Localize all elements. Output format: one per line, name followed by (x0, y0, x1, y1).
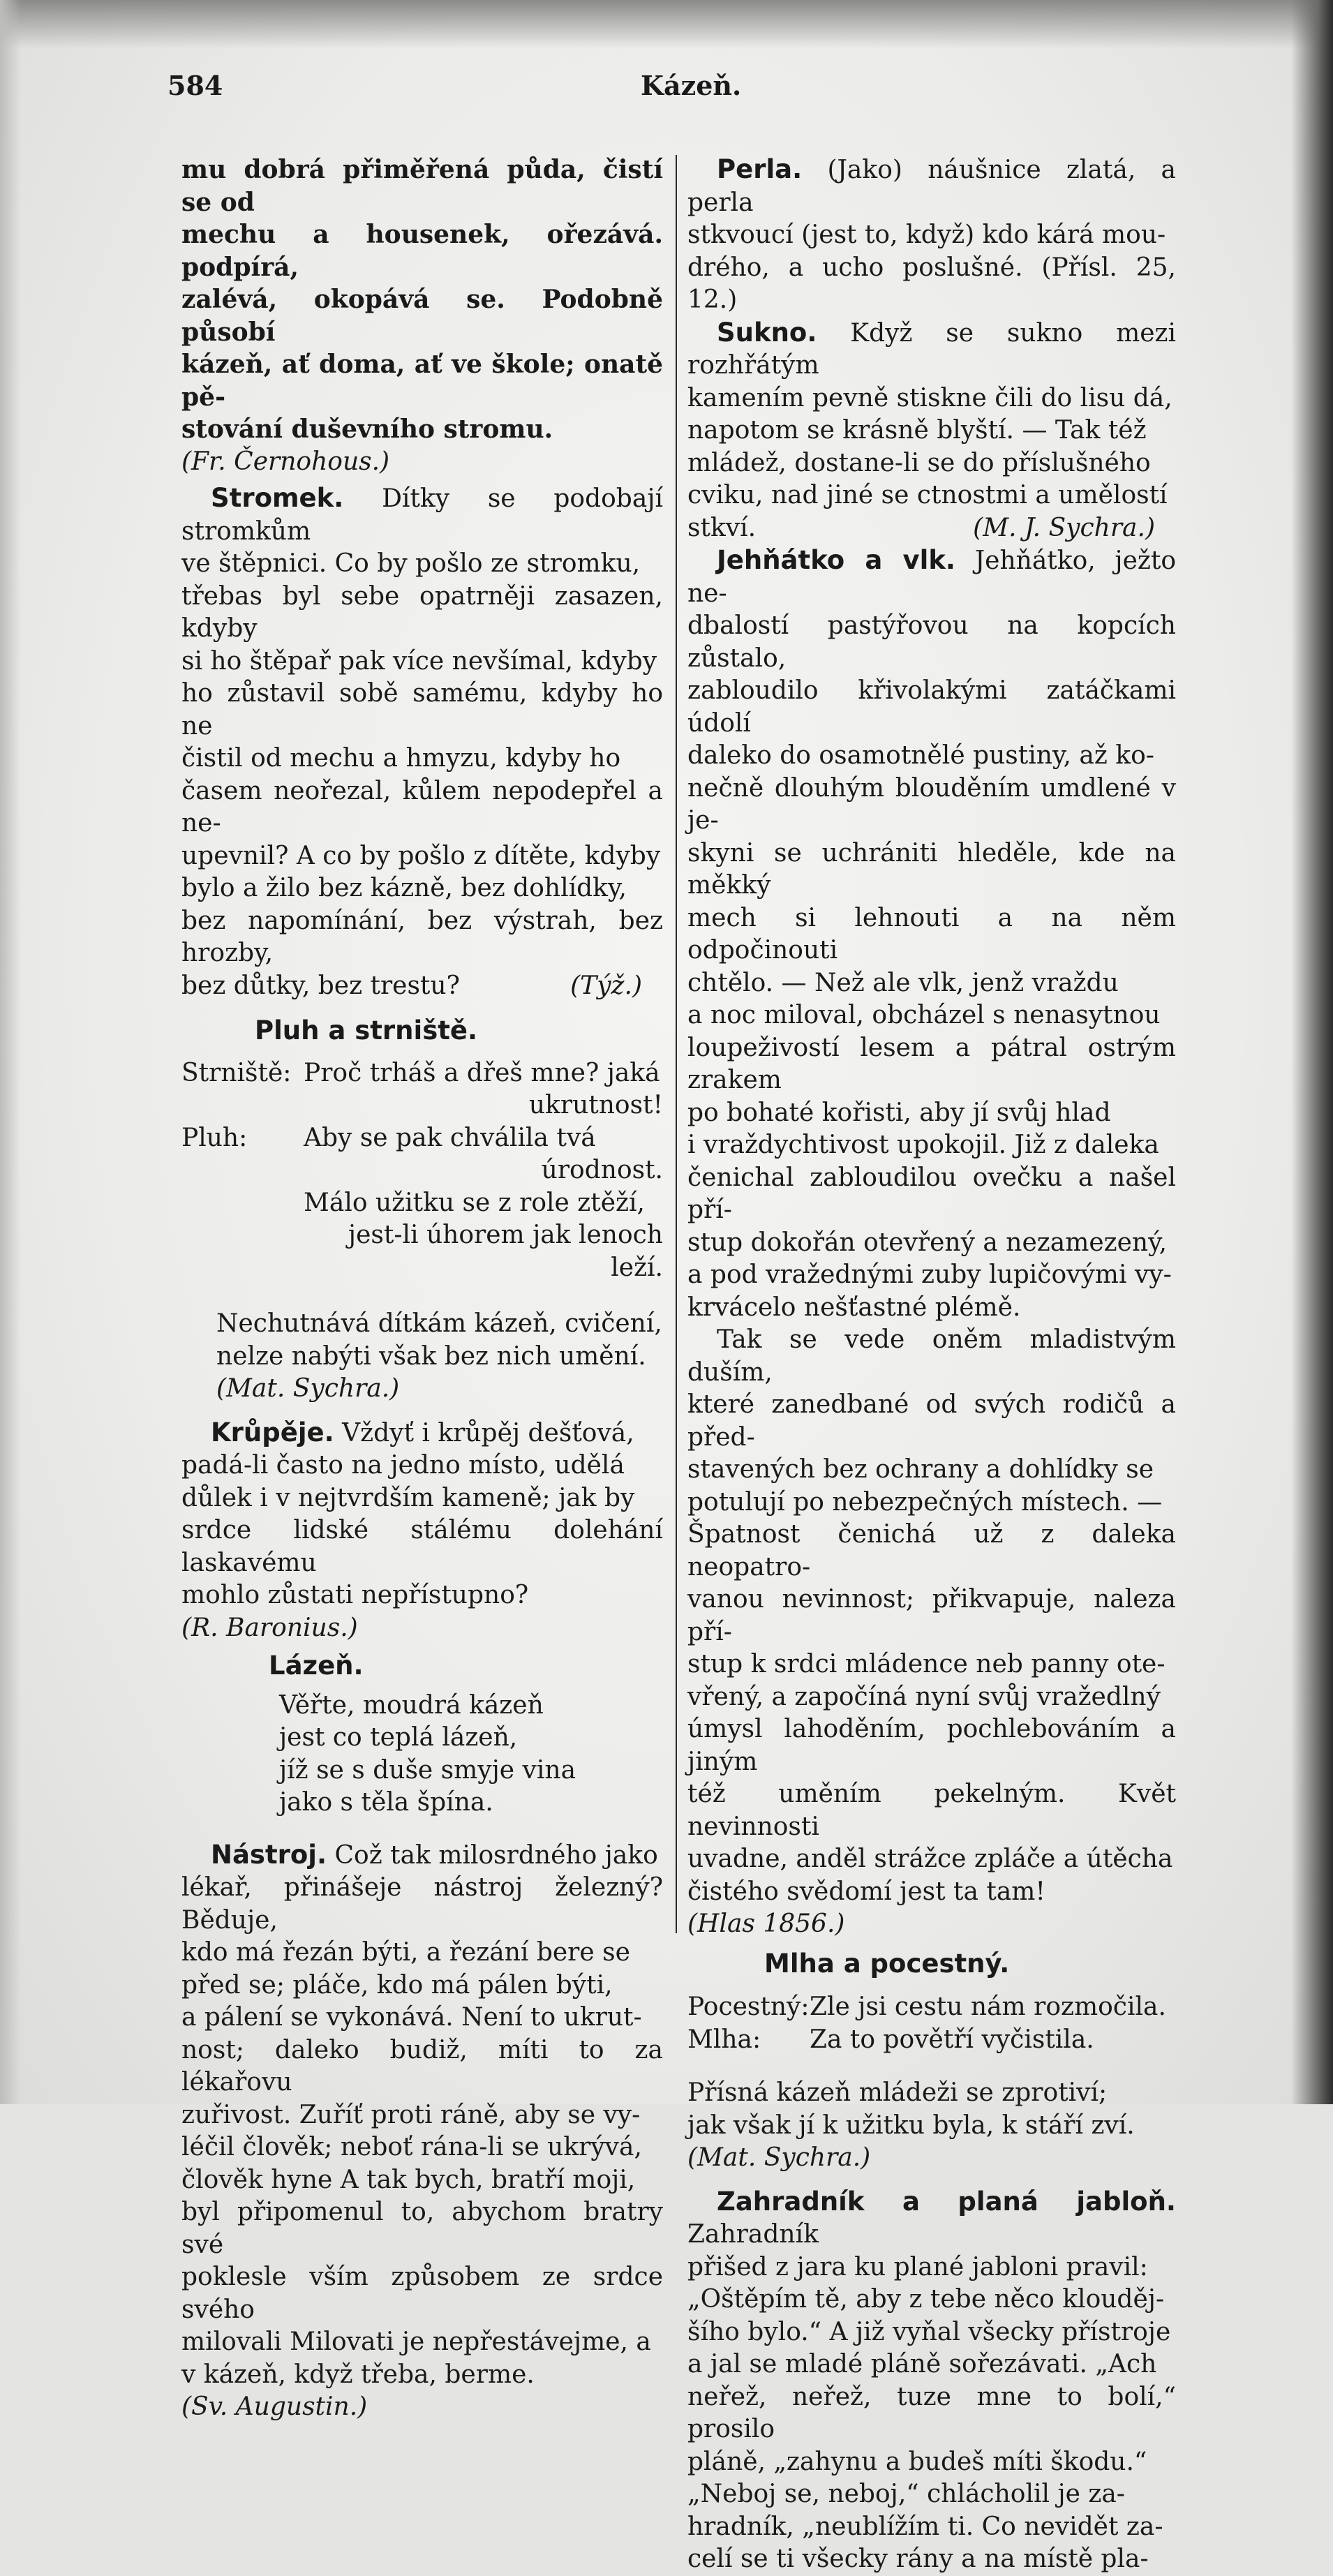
text-line: léčil člověk; neboť rána-li se ukrývá, (181, 2133, 642, 2161)
text-line: zalévá, okopává se. Podobně působí (181, 285, 663, 347)
verse-line: Přísná kázeň mládeži se zprotiví; (687, 2078, 1108, 2107)
text-line: milovali Milovati je nepřestávejme, a (181, 2328, 651, 2356)
text-line: před se; pláče, kdo má pálen býti, (181, 1970, 613, 2000)
text-line: Málo užitku se z role ztěží, (304, 1188, 645, 1217)
section-heading: Mlha a pocestný. (764, 1948, 1010, 1979)
section-krupeje (181, 1417, 663, 1645)
section-heading: Krůpěje. (211, 1417, 334, 1447)
text-line: ho zůstavil sobě samému, kdyby ho ne (181, 679, 663, 740)
text-line: padá-li často na jedno místo, udělá (181, 1451, 625, 1480)
dialog-line (181, 1122, 663, 1285)
page-number: 584 (167, 70, 223, 101)
text-line: „Oštěpím tě, aby z tebe něco klouděj- (687, 2285, 1165, 2314)
speaker-label: Mlha: (687, 2025, 761, 2054)
text-line: hradník, „neublížím ti. Co nevidět za- (687, 2512, 1163, 2541)
verse-line: jíž se s duše smyje vina (279, 1755, 576, 1785)
text-line: stup dokořán otevřený a nezamezený, (687, 1228, 1168, 1257)
text-line: stup k srdci mládence neb panny ote- (687, 1650, 1166, 1678)
verse-line: jak však jí k užitku byla, k stáří zví. (687, 2110, 1135, 2140)
text-line: čistého svědomí jest ta tam! (687, 1877, 1045, 1906)
text-line: Tak se vede oněm mladistvým duším, (687, 1325, 1176, 1387)
text-line: pláně, „zahynu a budeš míti škodu.“ (687, 2447, 1147, 2476)
verse-nechutnava (181, 1308, 663, 1406)
text-line: a pálení se vykonává. Není to ukrut- (181, 2003, 642, 2032)
text-line: zuřivost. Zuříť proti ráně, aby se vy- (181, 2100, 641, 2129)
attribution: (Mat. Sychra.) (687, 2143, 871, 2172)
text-line: člověk hyne A tak bych, bratří moji, (181, 2165, 636, 2194)
text-line: „Neboj se, neboj,“ chlácholil je za- (687, 2480, 1125, 2508)
text-line: Vždyť i krůpěj dešťová, (334, 1418, 634, 1447)
text-line: bez důtky, bez trestu? (181, 971, 460, 1000)
text-line: a jal se mladé pláně sořezávati. „Ach (687, 2350, 1157, 2378)
text-line: uvadne, anděl strážce zpláče a útěcha (687, 1845, 1173, 1873)
dialog-line (687, 2024, 1176, 2057)
section-pluh (181, 1015, 663, 1284)
text-line: po bohaté kořisti, aby jí svůj hlad (687, 1098, 1111, 1127)
section-heading: Jehňátko a vlk. (717, 545, 955, 575)
text-line: přišed z jara ku plané jabloni pravil: (687, 2252, 1148, 2281)
text-line: ukrutnost! (528, 1091, 663, 1119)
text-line: dbalostí pastýřovou na kopcích zůstalo, (687, 611, 1176, 673)
section-heading: Stromek. (211, 483, 344, 513)
text-line: a noc miloval, obcházel s nenasytnou (687, 1001, 1161, 1029)
text-line: drého, a ucho poslušné. (Přísl. 25, 12.) (687, 253, 1176, 314)
text-line: loupeživostí lesem a pátral ostrým zrakem (687, 1033, 1176, 1094)
text-line: srdce lidské stálému dolehání laskavému (181, 1516, 663, 1577)
text-line: Špatnost čenichá už z daleka neopatro- (687, 1520, 1176, 1581)
speaker-label: Strniště: (181, 1058, 292, 1087)
text-line: bez napomínání, bez výstrah, bez hrozby, (181, 906, 663, 967)
text-line: důlek i v nejtvrdším kameně; jak by (181, 1483, 635, 1512)
section-jehnatko (687, 544, 1176, 1941)
section-heading: Lázeň. (269, 1651, 364, 1681)
text-line: a pod vražednými zuby lupičovými vy- (687, 1260, 1172, 1289)
text-line: Proč trháš a dřeš mne? jaká (304, 1058, 660, 1087)
text-line: čistil od mechu a hmyzu, kdyby ho (181, 744, 621, 773)
text-line: mechu a housenek, ořezává. podpírá, (181, 220, 663, 282)
verse-line: Nechutnává dítkám kázeň, cvičení, (216, 1309, 662, 1338)
text-line: stavených bez ochrany a dohlídky se (687, 1455, 1154, 1484)
text-line: bylo a žilo bez kázně, bez dohlídky, (181, 874, 627, 902)
text-line: úrodnost. (541, 1156, 663, 1184)
section-heading: Perla. (717, 154, 803, 184)
speaker-label: Pluh: (181, 1123, 248, 1152)
text-line: kázeň, ať doma, ať ve škole; onatě pě- (181, 350, 663, 412)
text-line: ve štěpnici. Co by pošlo ze stromku, (181, 549, 641, 578)
text-line: vanou nevinnost; přikvapuje, naleza pří- (687, 1585, 1176, 1646)
text-line: byl připomenul to, abychom bratry své (181, 2198, 663, 2259)
text-line: též uměním pekelným. Květ nevinnosti (687, 1780, 1176, 1841)
text-line: celí se ti všecky rány a na místě pla- (687, 2545, 1149, 2573)
text-line: krvácelo nešťastné plémě. (687, 1293, 1021, 1322)
text-line: Zahradník (687, 2220, 819, 2249)
text-line: zabloudilo křivolakými zatáčkami údolí (687, 676, 1176, 738)
text-line: úmysl lahoděním, pochlebováním a jiným (687, 1715, 1176, 1776)
section-zahradnik (687, 2186, 1176, 2576)
attribution: (Mat. Sychra.) (216, 1374, 400, 1403)
text-line: v kázeň, když třeba, berme. (181, 2360, 535, 2389)
scan-shadow-left (0, 0, 21, 2104)
text-line: třebas byl sebe opatrněji zasazen, kdyby (181, 581, 663, 643)
text-line: Když se sukno mezi rozhřátým (687, 318, 1176, 380)
attribution: (Fr. Černohous.) (181, 447, 390, 476)
attribution: (M. J. Sychra.) (973, 513, 1155, 542)
text-line: skyni se uchrániti hleděle, kde na měkký (687, 838, 1176, 900)
verse-line: nelze nabýti však bez nich umění. (216, 1341, 646, 1371)
text-line: si ho štěpař pak více nevšímal, kdyby (181, 646, 657, 676)
attribution: (Týž.) (570, 971, 642, 1000)
text-line: (Jako) náušnice zlatá, a perla (687, 156, 1176, 217)
text-line: kamením pevně stiskne čili do lisu dá, (687, 383, 1172, 412)
verse-prisna-kazen (687, 2077, 1176, 2175)
text-line: potulují po nebezpečných místech. — (687, 1487, 1163, 1517)
text-line: Za to povětří vyčistila. (810, 2025, 1094, 2054)
text-line: čenichal zabloudilou ovečku a našel pří- (687, 1163, 1176, 1224)
text-line: stkvoucí (jest to, když) kdo kárá mou- (687, 221, 1166, 249)
section-lazen (181, 1650, 663, 1819)
intro-paragraph (181, 154, 663, 478)
section-heading: Sukno. (717, 317, 817, 348)
attribution: (Sv. Augustin.) (181, 2392, 368, 2421)
text-line: vřený, a započíná nyní svůj vražedlný (687, 1682, 1161, 1711)
text-line: neřež, neřež, tuze mne to bolí,“ prosilo (687, 2382, 1176, 2443)
text-line: mu dobrá přiměřená půda, čistí se od (181, 155, 663, 217)
section-mlha (687, 1948, 1176, 2057)
verse-line: jest co teplá lázeň, (279, 1723, 518, 1752)
text-line: Dítky se podobají stromkům (181, 484, 663, 546)
text-line: mohlo zůstati nepřístupno? (181, 1581, 529, 1609)
scan-shadow-top (0, 0, 1333, 49)
text-line: daleko do osamotnělé pustiny, až ko- (687, 741, 1154, 770)
text-line: jest-li úhorem jak lenoch leží. (348, 1221, 663, 1282)
scan-shadow-right (1291, 0, 1333, 2104)
running-title: Kázeň. (641, 70, 742, 101)
text-line: mládež, dostane-li se do příslušného (687, 448, 1151, 477)
text-line: poklesle vším způsobem ze srdce svého (181, 2263, 663, 2324)
text-line: chtělo. — Než ale vlk, jenž vraždu (687, 968, 1119, 997)
left-column (181, 154, 663, 2424)
section-heading: Zahradník a planá jabloň. (717, 2186, 1176, 2217)
right-column (687, 154, 1176, 2576)
section-nastroj (181, 1839, 663, 2424)
text-line: stkví. (687, 513, 757, 542)
text-line: lékař, přinášeje nástroj železný? Běduje, (181, 1873, 663, 1935)
text-line: Aby se pak chválila tvá (304, 1123, 596, 1152)
section-sukno (687, 317, 1176, 545)
section-stromek (181, 482, 663, 1002)
attribution: (R. Baronius.) (181, 1613, 358, 1642)
verse-line: jako s těla špína. (279, 1788, 493, 1817)
text-line: nečně dlouhým blouděním umdlené v je- (687, 773, 1176, 835)
text-line: napotom se krásně blyští. — Tak též (687, 416, 1147, 445)
column-divider (676, 155, 677, 1933)
text-line: cviku, nad jiné se ctnostmi a umělostí (687, 481, 1168, 509)
section-heading: Pluh a strniště. (255, 1015, 478, 1045)
text-line: nost; daleko budiž, míti to za lékařovu (181, 2035, 663, 2097)
text-line: Jehňátko, ježto ne- (687, 546, 1176, 608)
section-heading: Nástroj. (211, 1839, 327, 1870)
text-line: i vraždychtivost upokojil. Již z daleka (687, 1131, 1159, 1159)
text-line: Zle jsi cestu nám rozmočila. (810, 1993, 1166, 2021)
speaker-label: Pocestný: (687, 1993, 810, 2021)
text-line: kdo má řezán býti, a řezání bere se (181, 1938, 630, 1967)
text-line: stování duševního stromu. (181, 415, 553, 444)
text-line: šího bylo.“ A již vyňal všecky přístroje (687, 2317, 1171, 2346)
dialog-line (181, 1057, 663, 1122)
text-line: upevnil? A co by pošlo z dítěte, kdyby (181, 841, 661, 870)
text-line: které zanedbané od svých rodičů a před- (687, 1390, 1176, 1452)
section-perla (687, 154, 1176, 317)
text-line: časem neořezal, kůlem nepodepřel a ne- (181, 776, 663, 837)
attribution: (Hlas 1856.) (687, 1909, 845, 1938)
dialog-line (687, 1991, 1176, 2024)
text-line: mech si lehnouti a na něm odpočinouti (687, 903, 1176, 965)
text-line: Což tak milosrdného jako (327, 1840, 658, 1870)
verse-line: Věřte, moudrá kázeň (279, 1690, 544, 1720)
